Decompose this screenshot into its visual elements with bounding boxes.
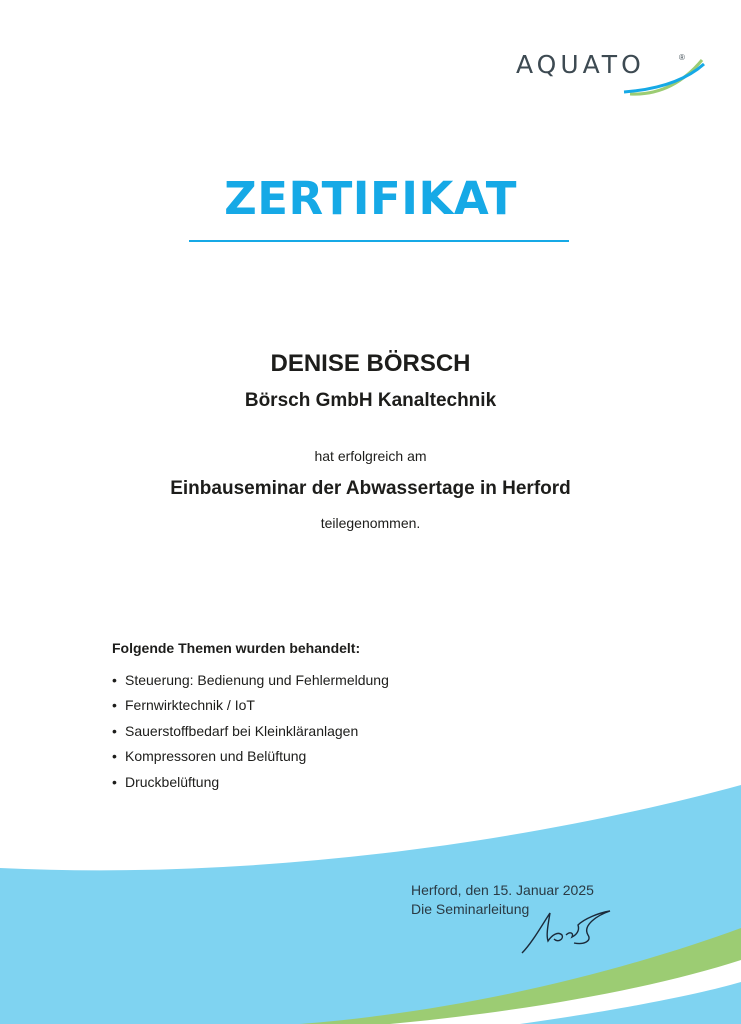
topic-label: Fernwirktechnik / IoT bbox=[125, 697, 255, 714]
intro-text: hat erfolgreich am bbox=[314, 448, 427, 464]
seminar-title: Einbauseminar der Abwassertage in Herford bbox=[170, 478, 571, 499]
topic-label: Druckbelüftung bbox=[125, 773, 220, 790]
topic-label: Kompressoren und Belüftung bbox=[125, 748, 307, 765]
title-underline bbox=[189, 240, 569, 242]
recipient-company: Börsch GmbH Kanaltechnik bbox=[244, 390, 497, 411]
bullet: • bbox=[112, 748, 117, 765]
bullet: • bbox=[112, 672, 117, 688]
bullet: • bbox=[112, 773, 117, 790]
certificate-title: ZERTIFIKAT bbox=[224, 172, 517, 225]
list-item bbox=[112, 670, 389, 695]
place-date: Herford, den 15. Januar 2025 bbox=[411, 882, 594, 898]
bullet: • bbox=[112, 697, 117, 714]
recipient-name: DENISE BÖRSCH bbox=[270, 350, 471, 377]
signatory-role: Die Seminarleitung bbox=[411, 901, 530, 917]
topic-label: Steuerung: Bedienung und Fehlermeldung bbox=[125, 672, 389, 688]
handwritten-signature bbox=[518, 905, 618, 957]
outro-text: teilegenommen. bbox=[320, 515, 421, 531]
list-item bbox=[112, 721, 389, 746]
decorative-waves bbox=[0, 760, 741, 1024]
topic-label: Sauerstoffbedarf bei Kleinkläranlagen bbox=[125, 722, 359, 739]
bullet: • bbox=[112, 722, 117, 739]
logo-text: AQUATO bbox=[516, 50, 645, 79]
aquato-logo bbox=[512, 46, 712, 102]
list-item bbox=[112, 695, 389, 720]
logo-registered-mark: ® bbox=[679, 53, 685, 62]
topics-heading: Folgende Themen wurden behandelt: bbox=[112, 640, 361, 656]
